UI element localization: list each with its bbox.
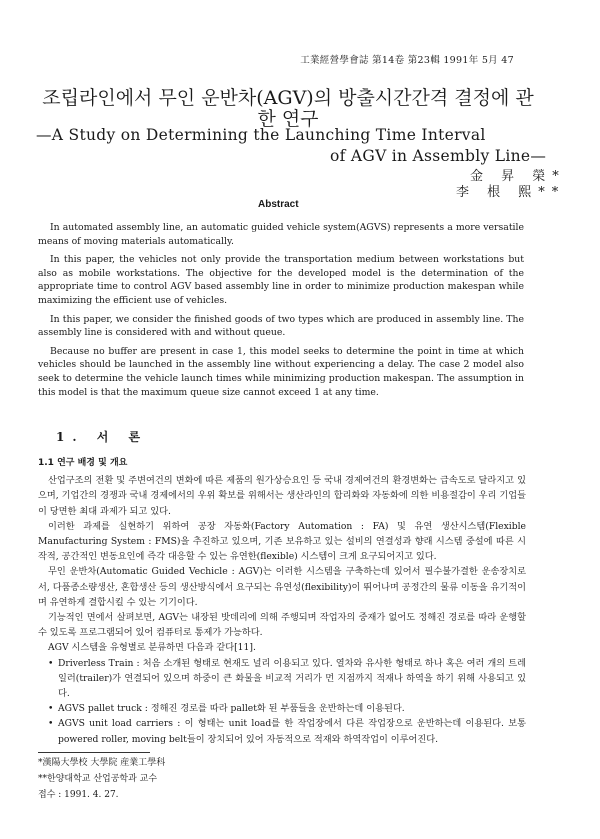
author-2: 李 根 熙**: [456, 185, 566, 200]
body-paragraph-5: AGV 시스템을 유형별로 분류하면 다음과 같다[11].: [48, 642, 256, 654]
list-item: • Driverless Train : 처음 소개된 형태로 현재도 널리 이용되고 있다. 열차와 유사한 형태로 하나 혹은 여러 개의 트레일러(trailer)가 연결되어 있으며 하중이 큰 화물을 비교적 거리가 먼 지점까지 적재나 하역을 하기 위해 사용되고 있다.: [48, 657, 526, 700]
english-title-line1: —A Study on Determining the Launching Time Interval: [36, 126, 486, 144]
body-paragraph-4: 기능적인 면에서 살펴보면, AGV는 내장된 밧데리에 의해 주행되며 작업자의 중재가 없어도 정해진 경로를 따라 운행할 수 있도록 프로그램되어 있어 컴퓨터로 통제가 가능하다.: [38, 612, 526, 639]
abstract-paragraph-1: In automated assembly line, an automatic guided vehicle system(AGVS) represents a more versatile means of moving materials automatically.: [38, 222, 524, 247]
author-1: 金 昇 榮*: [470, 169, 566, 184]
bullet-icon: •: [48, 703, 54, 715]
journal-header: 工業經營學會誌 第14卷 第23輯 1991年 5月 47: [300, 55, 514, 66]
abstract-body: [38, 221, 524, 404]
footnotes: [38, 752, 165, 803]
section-heading: 1. 서 론: [56, 430, 149, 444]
agv-type-list: [38, 656, 526, 747]
footnote-2: **한양대학교 산업공학과 교수: [38, 774, 158, 784]
subsection-heading: 1.1 연구 배경 및 개요: [38, 458, 128, 468]
abstract-paragraph-3: In this paper, we consider the finished goods of two types which are produced in assembly line. The assembly line is considered with and without queue.: [38, 313, 524, 339]
list-item: • AGVS unit load carriers : 이 형태는 unit load를 한 작업장에서 다른 작업장으로 운반하는데 이용된다. 보통 powered roller, moving belt들이 장치되어 있어 자동적으로 적재와 하역작업이 이루어진다.: [48, 718, 526, 745]
footnote-divider: [38, 752, 150, 753]
abstract-paragraph-4: Because no buffer are present in case 1, this model seeks to determine the point in time at which vehicles should be launched in the assembly line without experiencing a delay. The case 2 model also seek to determine the vehicle launch times while minimizing production makespan. The assumption in this model is that the maximum queue size cannot exceed 1 at any time.: [38, 345, 524, 398]
bullet-icon: •: [48, 657, 54, 669]
english-title-line2: of AGV in Assembly Line—: [330, 147, 547, 165]
footnote-3: 접수 : 1991. 4. 27.: [38, 790, 119, 800]
abstract-heading: Abstract: [258, 199, 299, 210]
bullet-icon: •: [48, 718, 54, 730]
korean-title: 조립라인에서 무인 운반차(AGV)의 방출시간간격 결정에 관한 연구: [42, 87, 534, 130]
abstract-paragraph-2: In this paper, the vehicles not only provide the transportation medium between workstations but also as mobile workstations. The objective for the developed model is the determination of the appropriate time to control AGV based assembly line in order to minimize production makespan while maximizing the efficient use of vehicles.: [38, 254, 524, 306]
body-paragraph-3: 무인 운반차(Automatic Guided Vechicle : AGV)는 이러한 시스템을 구축하는데 있어서 필수불가결한 운송장치로서, 다품종소량생산, 혼합생산 등의 생산방식에서 요구되는 유연성(flexibility)이 뛰어나며 공정간의 물류 이동을 유기적이며 유연하게 결합시킬 수 있는 기기이다.: [38, 566, 526, 608]
footnote-1: *漢陽大學校 大學院 産業工學科: [38, 758, 166, 768]
introduction-body: [38, 456, 526, 747]
body-paragraph-2: 이러한 과제를 실현하기 위하여 공장 자동화(Factory Automation : FA) 및 유연 생산시스템(Flexible Manufacturing System : FMS)을 추진하고 있으며, 기존 보유하고 있는 설비의 연결성과 향래 시스템 중설에 따른 시작적, 공간적인 변동요인에 즉각 대응할 수 있는 유연한(flexible) 시스템이 크게 요구되어지고 있다.: [38, 520, 526, 563]
body-paragraph-1: 산업구조의 전환 및 주변여건의 변화에 따른 제품의 원가상승요인 등 국내 경제여건의 환경변화는 급속도로 달라지고 있으며, 기업간의 경쟁과 국내 경제에서의 우위 확보를 위해서는 생산라인의 합리화와 자동화에 의한 비용절감이 우리 기업들이 당면한 최대 과제가 되고 있다.: [38, 475, 526, 517]
list-item: • AGVS pallet truck : 정해진 경로를 따라 pallet화 된 부품들을 운반하는데 이용된다.: [38, 701, 526, 716]
